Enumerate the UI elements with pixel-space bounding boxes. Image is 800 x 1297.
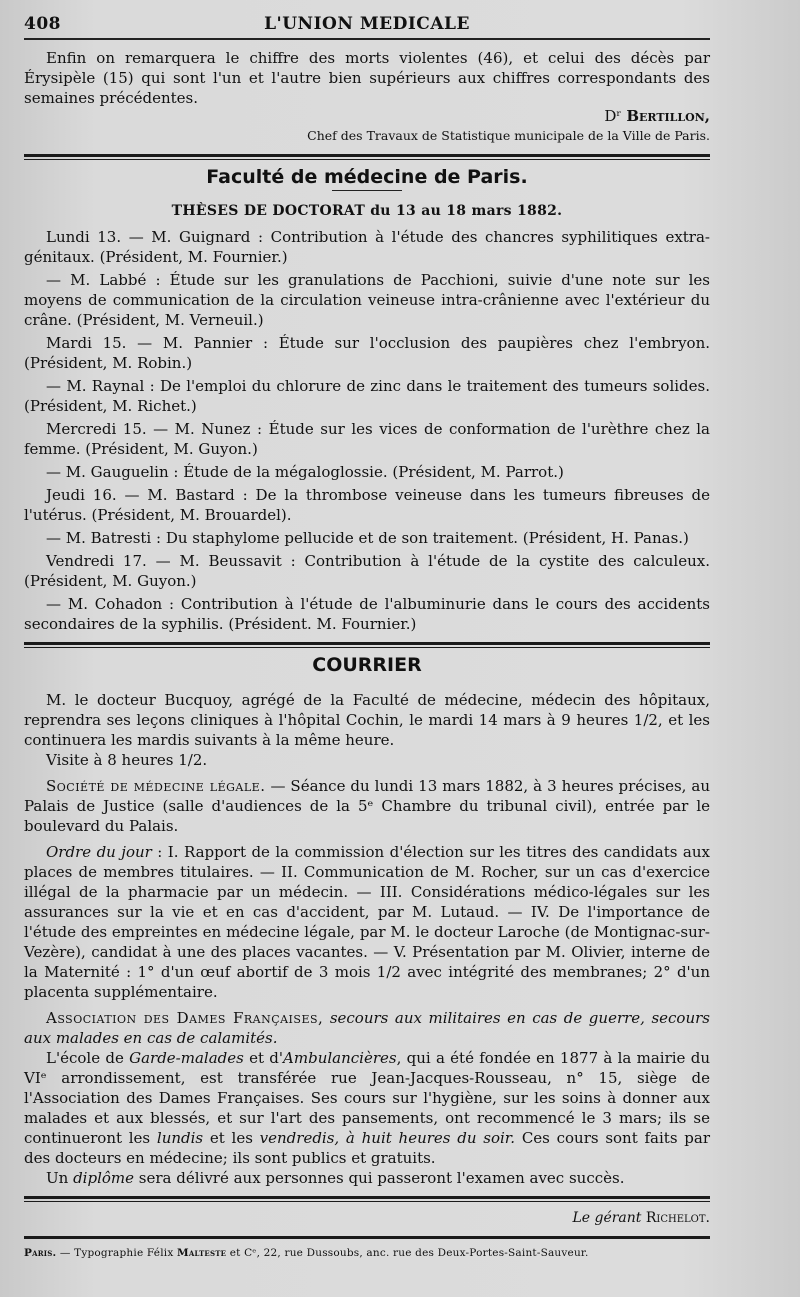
imprint-line xyxy=(24,1245,710,1261)
signature xyxy=(24,106,710,126)
text-column xyxy=(24,48,710,1261)
imprint-text: et Cᵉ, 22, rue Dussoubs, anc. rue des Deux-Portes-Saint-Sauveur. xyxy=(226,1247,589,1259)
divider-thick xyxy=(24,1196,710,1199)
section-divider xyxy=(24,642,710,648)
ecole-italic: Garde-malades xyxy=(129,1049,244,1067)
thesis-entry: — M. Cohadon : Contribution à l'étude de l'albuminurie dans le cours des accidents secondaires de la syphilis. (Président. M. Fournier.) xyxy=(24,595,710,633)
thesis-entry: Jeudi 16. — M. Bastard : De la thrombose veineuse dans les tumeurs fibreuses de l'utérus. (Président, M. Brouardel). xyxy=(24,486,710,524)
association-paragraph xyxy=(24,1008,710,1048)
bucquoy-paragraph: M. le docteur Bucquoy, agrégé de la Faculté de médecine, médecin des hôpitaux, reprendra ses leçons cliniques à l'hôpital Cochin, le mardi 14 mars à 9 heures 1/2, et les continuera les mardis suivants à la même heure. xyxy=(24,691,710,749)
divider-thin xyxy=(24,159,710,160)
gerant-label: Le gérant xyxy=(572,1210,642,1226)
association-label: Association des Dames Françaises, xyxy=(46,1009,324,1027)
ordre-text: : I. Rapport de la commission d'élection sur les titres des candidats aux places de membres titulaires. — II. Communication de M. Rocher, sur un cas d'exercice illégal de la pharmacie par un médecin. — III. Considérations médico-légales sur les assurances sur la vie et en cas d'accident, par M. Lutaud. — IV. De l'importance de l'étude des empreintes en médecine légale, par M. le docteur Laroche (de Montignac-sur-Vezère), candidat à une des places vacantes. — V. Présentation par M. Olivier, interne de la Maternité : 1° d'un œuf abortif de 3 mois 1/2 avec intégrité des membranes; 2° d'un placenta supplémentaire. xyxy=(24,843,710,1001)
thesis-entry: — M. Raynal : De l'emploi du chlorure de zinc dans le traitement des tumeurs solides. (Président, M. Richet.) xyxy=(24,377,710,415)
signature-name: Bertillon, xyxy=(626,107,710,125)
ordre-label: Ordre du jour xyxy=(46,843,152,861)
ecole-part: L'école de xyxy=(46,1049,130,1067)
gerant-name: Richelot. xyxy=(645,1210,710,1226)
societe-text: — Séance du lundi 13 mars 1882, à 3 heures précises, au Palais de Justice (salle d'audiences de la 5ᵉ Chambre du tribunal civil), entrée par le boulevard du Palais. xyxy=(24,777,710,835)
thesis-entry: Vendredi 17. — M. Beussavit : Contribution à l'étude de la cystite des calculeux. (Président, M. Guyon.) xyxy=(24,552,710,590)
diplome-part: Un xyxy=(46,1169,74,1187)
ecole-part: Ces cours sont faits par des docteurs en médecine; ils sont publics et gratuits. xyxy=(24,1129,710,1167)
divider-thick xyxy=(24,642,710,645)
ecole-italic: vendredis, à huit heures du soir. xyxy=(259,1129,516,1147)
section-divider xyxy=(24,1196,710,1202)
diplome-italic: diplôme xyxy=(73,1169,135,1187)
ordre-paragraph xyxy=(24,842,710,1002)
association-subtitle: secours aux militaires en cas de guerre, secours aux malades en cas de calamités. xyxy=(24,1009,710,1047)
thesis-entry: — M. Gauguelin : Étude de la mégaloglossie. (Président, M. Parrot.) xyxy=(46,463,564,481)
thesis-entry: — M. Labbé : Étude sur les granulations de Pacchioni, suivie d'une note sur les moyens de communication de la circulation veineuse intra-crânienne avec l'extérieur du crâne. (Président, M. Verneuil.) xyxy=(24,271,710,329)
diplome-paragraph xyxy=(24,1168,710,1188)
journal-title: L'UNION MEDICALE xyxy=(264,14,470,34)
ecole-italic: Ambulancières xyxy=(283,1049,397,1067)
page-number: 408 xyxy=(24,14,61,34)
divider-thin xyxy=(24,1201,710,1202)
thesis-entry: Lundi 13. — M. Guignard : Contribution à l'étude des chancres syphilitiques extra-génitaux. (Président, M. Fournier.) xyxy=(24,228,710,266)
title-short-rule xyxy=(332,190,402,191)
imprint-text: — Typographie Félix xyxy=(56,1247,177,1259)
ecole-part: , qui a été fondée en 1877 à la mairie du VIᵉ arrondissement, est transférée rue Jean-Jacques-Rousseau, n° 15, siège de l'Association des Dames Françaises. Ses cours sur l'hygiène, sur les soins à donner aux malades et aux blessés, et sur l'art des pansements, ont recommencé le 3 mars; ils se continueront les xyxy=(24,1049,710,1147)
section-divider xyxy=(24,154,710,160)
visite-line: Visite à 8 heures 1/2. xyxy=(46,751,208,769)
imprint-printer: Malteste xyxy=(177,1247,227,1259)
ecole-italic: lundis xyxy=(156,1129,204,1147)
faculte-title: Faculté de médecine de Paris. xyxy=(206,166,528,188)
thesis-entry: — M. Batresti : Du staphylome pellucide et de son traitement. (Président, H. Panas.) xyxy=(46,529,689,547)
ecole-paragraph xyxy=(24,1048,710,1168)
divider-thick xyxy=(24,154,710,157)
societe-label: Société de médecine légale. xyxy=(46,777,266,795)
diplome-part: sera délivré aux personnes qui passeront l'examen avec succès. xyxy=(134,1169,625,1187)
footer-divider xyxy=(24,1236,710,1239)
gerant-line xyxy=(24,1208,710,1228)
societe-paragraph xyxy=(24,776,710,836)
signature-prefix: Dʳ xyxy=(604,107,627,125)
ecole-part: et les xyxy=(203,1129,260,1147)
running-head xyxy=(24,14,710,34)
theses-list xyxy=(24,227,710,634)
thesis-entry: Mardi 15. — M. Pannier : Étude sur l'occlusion des paupières chez l'embryon. (Président, M. Robin.) xyxy=(24,334,710,372)
signature-title: Chef des Travaux de Statistique municipale de la Ville de Paris. xyxy=(307,128,710,143)
imprint-city: Paris. xyxy=(24,1247,57,1259)
theses-subtitle: THÈSES DE DOCTORAT du 13 au 18 mars 1882. xyxy=(171,203,563,219)
ecole-part: et d' xyxy=(243,1049,284,1067)
divider-thin xyxy=(24,647,710,648)
thesis-entry: Mercredi 15. — M. Nunez : Étude sur les vices de conformation de l'urèthre chez la femme. (Président, M. Guyon.) xyxy=(24,420,710,458)
divider-thick xyxy=(24,1236,710,1239)
header-rule xyxy=(24,38,710,40)
intro-paragraph: Enfin on remarquera le chiffre des morts violentes (46), et celui des décès par Érysipèle (15) qui sont l'un et l'autre bien supérieurs aux chiffres correspondants des semaines précédentes. xyxy=(24,49,710,107)
courrier-title: COURRIER xyxy=(312,654,422,676)
